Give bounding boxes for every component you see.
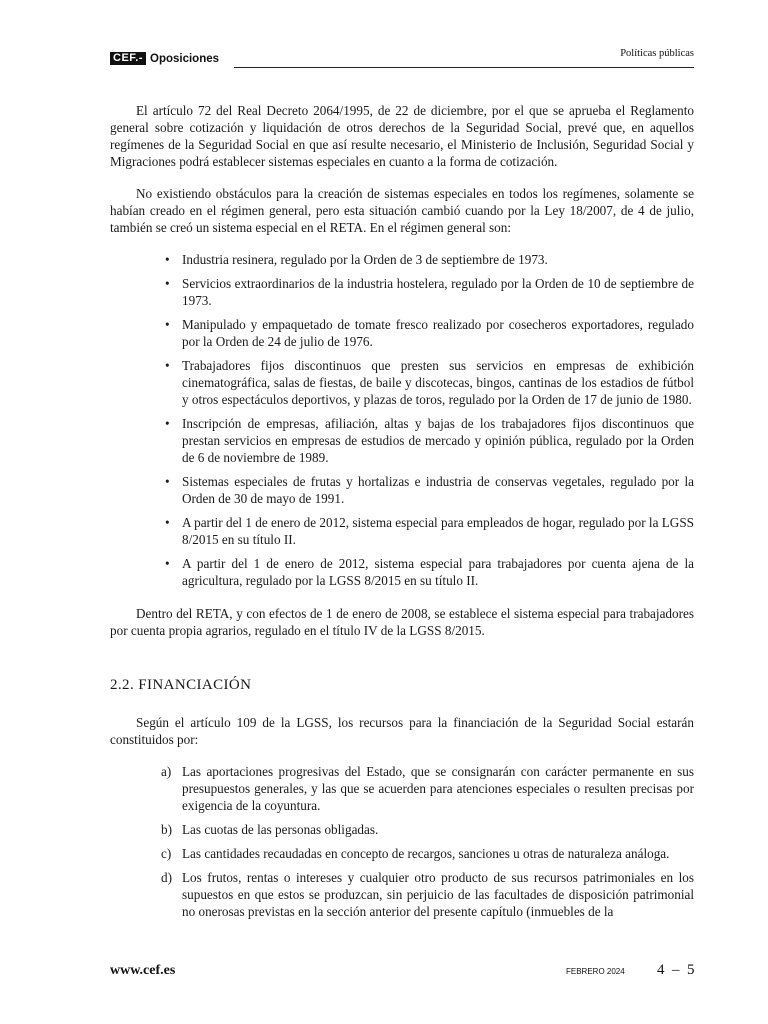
- page-header: [110, 46, 694, 68]
- list-item: [165, 316, 694, 350]
- list-item: [161, 845, 694, 862]
- list-item: [161, 869, 694, 920]
- list-item-text: Inscripción de empresas, afiliación, altas y bajas de los trabajadores fijos discontinuos que prestan servicios en empresas de estudios de mercado y opinión pública, regulado por la Orden de 6 de noviembre de 1989.: [182, 416, 694, 465]
- page-number: 4 – 5: [657, 962, 695, 978]
- list-item-text: Servicios extraordinarios de la industria hostelera, regulado por la Orden de 10 de septiembre de 1973.: [182, 276, 694, 308]
- list-item: [165, 415, 694, 466]
- list-item: [165, 473, 694, 507]
- paragraph-3: Dentro del RETA, y con efectos de 1 de enero de 2008, se establece el sistema especial para trabajadores por cuenta propia agrarios, regulado en el título IV de la LGSS 8/2015.: [110, 606, 694, 638]
- list-item: [165, 555, 694, 589]
- paragraph-4: Según el artículo 109 de la LGSS, los recursos para la financiación de la Seguridad Social estarán constituidos por:: [110, 715, 694, 747]
- bullet-mark: •: [165, 317, 170, 332]
- list-item: [161, 763, 694, 814]
- list-item: [165, 251, 694, 268]
- list-item: [165, 275, 694, 309]
- bullet-mark: •: [165, 556, 170, 571]
- list-item-text: Las aportaciones progresivas del Estado, que se consignarán con carácter permanente en sus presupuestos generales, y las que se acuerden para atenciones especiales o resulten precisas por exigencia de la coyuntura.: [182, 764, 694, 813]
- bullet-mark: •: [165, 474, 170, 489]
- item-letter: c): [161, 846, 172, 861]
- item-letter: a): [161, 764, 172, 779]
- bullet-mark: •: [165, 515, 170, 530]
- list-item-text: Las cuotas de las personas obligadas.: [182, 822, 379, 837]
- list-item-text: Las cantidades recaudadas en concepto de recargos, sanciones u otras de naturaleza análoga.: [182, 846, 670, 861]
- list-item: [165, 357, 694, 408]
- running-section-title: Políticas públicas: [620, 48, 694, 59]
- list-item-text: A partir del 1 de enero de 2012, sistema especial para empleados de hogar, regulado por la LGSS 8/2015 en su título II.: [182, 515, 694, 547]
- list-item: [165, 514, 694, 548]
- paragraph-1: El artículo 72 del Real Decreto 2064/1995, de 22 de diciembre, por el que se aprueba el Reglamento general sobre cotización y liquidación de otros derechos de la Seguridad Social, prevé que, en aquellos regímenes de la Seguridad Social en que así resulte necesario, el Ministerio de Inclusión, Seguridad Social y Migraciones podrá establecer sistemas especiales en cuanto a la forma de cotización.: [110, 103, 694, 169]
- list-item: [161, 821, 694, 838]
- bullet-mark: •: [165, 416, 170, 431]
- list-item-text: Los frutos, rentas o intereses y cualquier otro producto de sus recursos patrimoniales en los supuestos en que estos se produzcan, sin perjuicio de las facultades de disposición patrimonial no onerosas previstas en la sección anterior del presente capítulo (inmuebles de la: [182, 870, 694, 919]
- footer-date: FEBRERO 2024: [566, 967, 625, 976]
- cef-logo: CEF.-: [110, 52, 146, 65]
- bullet-mark: •: [165, 358, 170, 373]
- paragraph-2: No existiendo obstáculos para la creación de sistemas especiales en todos los regímenes, solamente se habían creado en el régimen general, pero esta situación cambió cuando por la Ley 18/2007, de 4 de julio, también se creó un sistema especial en el RETA. En el régimen general son:: [110, 186, 694, 235]
- item-letter: b): [161, 822, 172, 837]
- lettered-list: [110, 763, 694, 920]
- header-rule: [234, 67, 694, 68]
- list-item-text: A partir del 1 de enero de 2012, sistema especial para trabajadores por cuenta ajena de la agricultura, regulado por la LGSS 8/2015 en su título II.: [182, 556, 694, 588]
- bullet-mark: •: [165, 252, 170, 267]
- list-item-text: Manipulado y empaquetado de tomate fresco realizado por cosecheros exportadores, regulado por la Orden de 24 de julio de 1976.: [182, 317, 694, 349]
- item-letter: d): [161, 870, 172, 885]
- bullet-list: [110, 251, 694, 589]
- footer-website-link[interactable]: www.cef.es: [110, 963, 176, 978]
- page-body: [110, 102, 694, 927]
- list-item-text: Industria resinera, regulado por la Orden de 3 de septiembre de 1973.: [182, 252, 548, 267]
- bullet-mark: •: [165, 276, 170, 291]
- section-heading: 2.2. FINANCIACIÓN: [110, 677, 252, 693]
- brand-name: Oposiciones: [150, 53, 220, 65]
- list-item-text: Trabajadores fijos discontinuos que presten sus servicios en empresas de exhibición cinematográfica, salas de fiestas, de baile y discotecas, bingos, cantinas de los estadios de fútbol y otros espectáculos deportivos, y plazas de toros, regulado por la Orden de 17 de junio de 1980.: [182, 358, 694, 407]
- list-item-text: Sistemas especiales de frutas y hortalizas e industria de conservas vegetales, regulado por la Orden de 30 de mayo de 1991.: [182, 474, 694, 506]
